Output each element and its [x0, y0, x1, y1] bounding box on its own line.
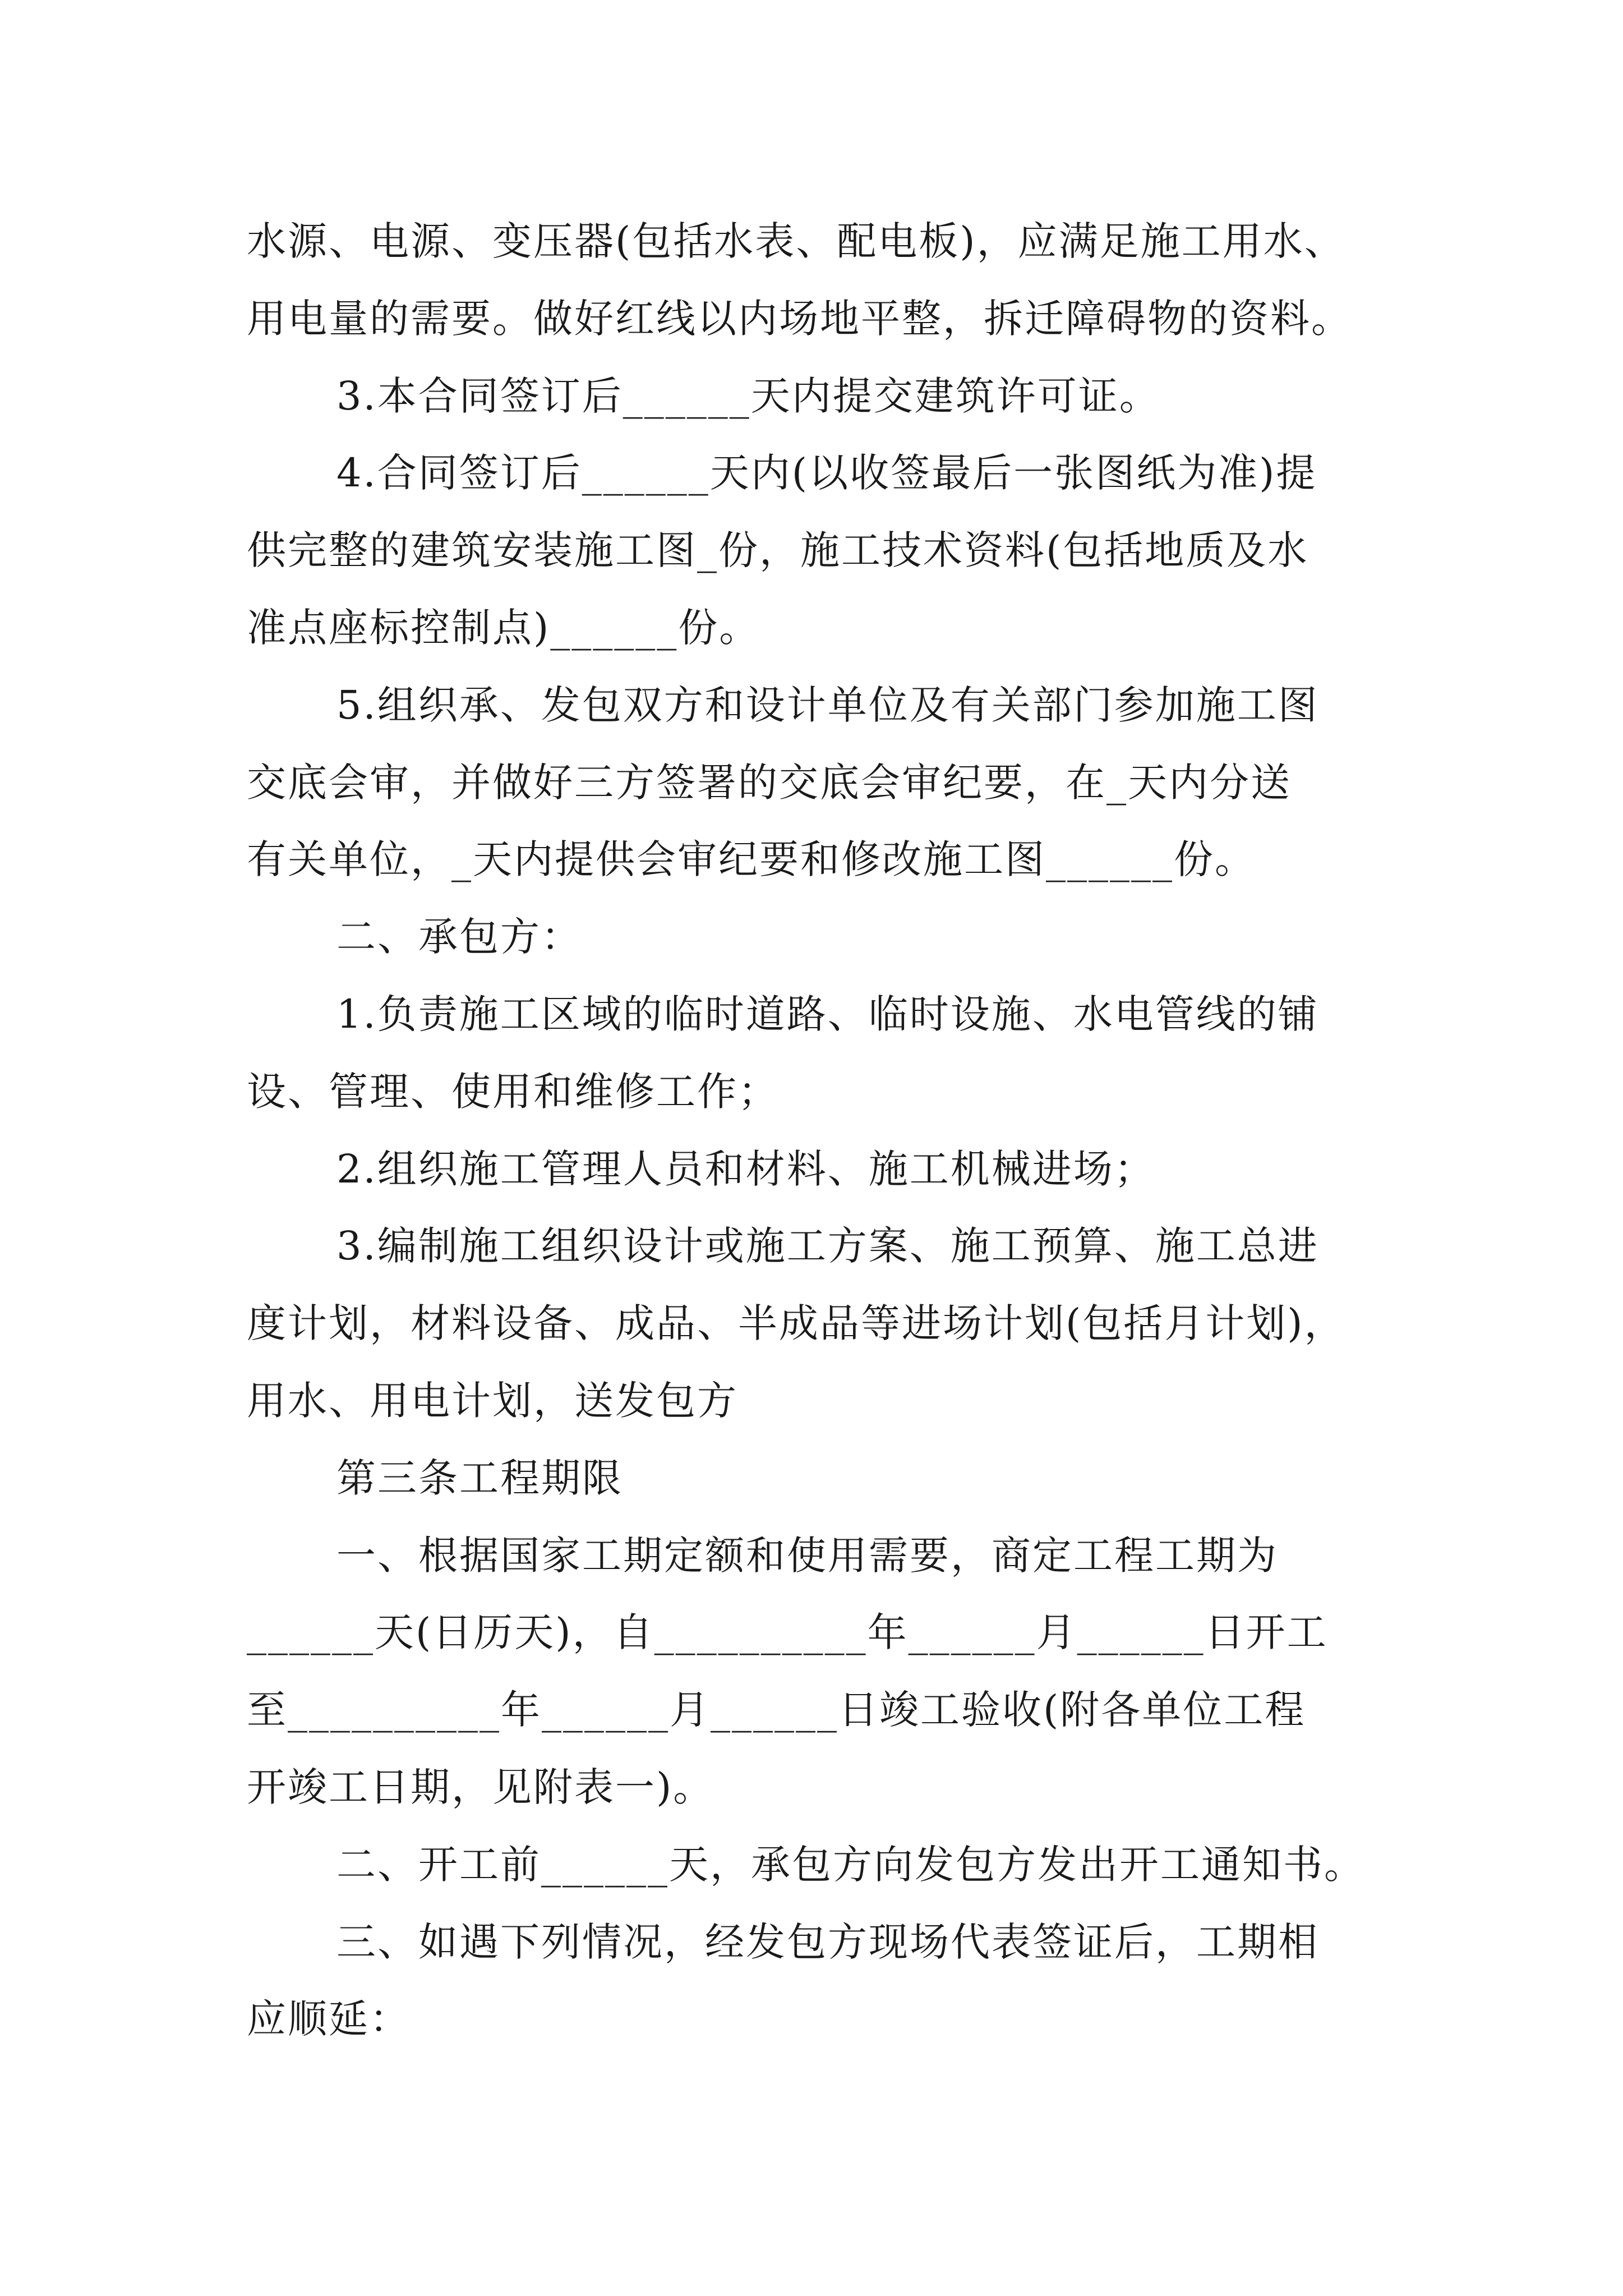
text-line-2: 用电量的需要。做好红线以内场地平整，拆迁障碍物的资料。	[247, 296, 1352, 342]
text-line-13: 2.组织施工管理人员和材料、施工机械进场；	[336, 1146, 1155, 1192]
text-line-16: 用水、用电计划，送发包方	[247, 1378, 738, 1424]
text-line-11: 1.负责施工区域的临时道路、临时设施、水电管线的铺	[336, 991, 1319, 1037]
text-line-24: 应顺延：	[247, 1996, 411, 2042]
text-line-5: 供完整的建筑安装施工图_份，施工技术资料(包括地质及水	[247, 527, 1309, 573]
text-line-20: 至__________年______月______日竣工验收(附各单位工程	[247, 1687, 1306, 1733]
text-line-14: 3.编制施工组织设计或施工方案、施工预算、施工总进	[336, 1223, 1319, 1269]
text-line-10: 二、承包方：	[336, 914, 582, 960]
text-line-22: 二、开工前______天，承包方向发包方发出开工通知书。	[336, 1842, 1365, 1888]
text-line-4: 4.合同签订后______天内(以收签最后一张图纸为准)提	[336, 450, 1317, 496]
text-line-23: 三、如遇下列情况，经发包方现场代表签证后，工期相	[336, 1919, 1319, 1965]
text-line-19: ______天(日历天)，自__________年______月______日开工	[247, 1609, 1328, 1655]
text-line-12: 设、管理、使用和维修工作；	[247, 1069, 779, 1115]
text-line-21: 开竣工日期，见附表一)。	[247, 1764, 714, 1810]
text-line-3: 3.本合同签订后______天内提交建筑许可证。	[336, 373, 1160, 419]
text-line-6: 准点座标控制点)______份。	[247, 605, 760, 651]
text-line-8: 交底会审，并做好三方签署的交底会审纪要，在_天内分送	[247, 760, 1292, 806]
text-line-7: 5.组织承、发包双方和设计单位及有关部门参加施工图	[336, 682, 1319, 728]
text-line-1: 水源、电源、变压器(包括水表、配电板)，应满足施工用水、	[247, 218, 1345, 264]
text-line-9: 有关单位，_天内提供会审纪要和修改施工图______份。	[247, 836, 1256, 882]
text-line-15: 度计划，材料设备、成品、半成品等进场计划(包括月计划)，	[247, 1300, 1345, 1346]
text-line-18: 一、根据国家工期定额和使用需要，商定工程工期为	[336, 1533, 1278, 1579]
text-line-17: 第三条工程期限	[336, 1455, 623, 1501]
